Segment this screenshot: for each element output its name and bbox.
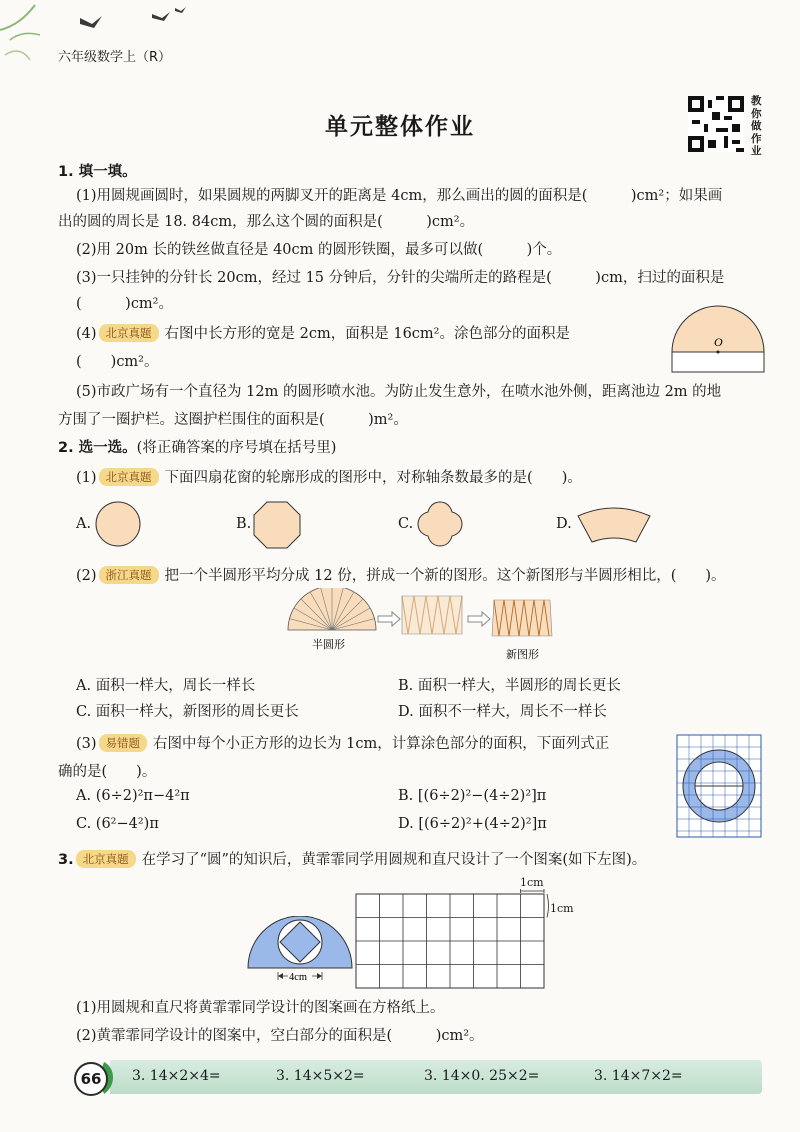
option-d-label: D. [556,516,572,532]
q1-line-9: 方围了一圈护栏。这圈护栏围住的面积是( )m²。 [58,412,408,428]
new-shape-label: 新图形 [506,648,539,661]
q1-line-3: (2)用 20m 长的铁丝做直径是 40cm 的圆形铁圈，最多可以做( )个。 [76,242,562,258]
center-label: O [714,335,723,349]
q2-p2 [76,564,726,585]
q1-l6-num: (4) [76,326,97,342]
grade-tag: 六年级数学上（R） [58,50,172,65]
badge-beijing: 北京真题 [99,324,159,342]
q2-p3-option-c: C. (6²−4²)π [76,816,159,832]
circle-window-shape [94,500,142,548]
q2-p1-text: 下面四扇花窗的轮廓形成的图形中，对称轴条数最多的是( )。 [164,470,582,486]
calc-4: 3. 14×7×2= [594,1068,683,1084]
q3-heading [58,848,646,869]
q1-line-8: (5)市政广场有一个直径为 12m 的圆形喷水池。为防止发生意外，在喷水池外侧，距离池边 2m 的地 [76,384,722,400]
q1-line-4: (3)一只挂钟的分针长 20cm，经过 15 分钟后，分针的尖端所走的路程是( )cm，扫过的面积是 [76,270,725,286]
q1-line-6 [76,322,570,343]
badge-beijing: 北京真题 [76,850,136,868]
option-a-label: A. [76,516,92,532]
q2-p3-option-a: A. (6÷2)²π−4²π [76,788,190,804]
page-title: 单元整体作业 [325,114,475,140]
arrow-right-icon [378,612,400,626]
q1-heading: 1. 填一填。 [58,164,137,180]
grid-circle-figure [674,732,764,840]
semicircle-rectangle-figure [668,304,768,374]
calc-1: 3. 14×2×4= [132,1068,221,1084]
qr-code-icon[interactable] [688,96,744,152]
badge-zhejiang: 浙江真题 [99,566,159,584]
badge-beijing: 北京真题 [99,468,159,486]
q1-line-1: (1)用圆规画圆时，如果圆规的两脚叉开的距离是 4cm，那么画出的圆的面积是( )cm²；如果画 [76,188,723,204]
q3-sub-2: (2)黄霏霏同学设计的图案中，空白部分的面积是( )cm²。 [76,1028,484,1044]
semi-label: 半圆形 [312,638,345,651]
q2-heading-note: (将正确答案的序号填在括号里) [136,440,337,456]
page-number: 66 [74,1062,108,1096]
badge-error-prone: 易错题 [99,734,148,752]
grid-paper[interactable] [355,888,550,990]
q2-p3-num: (3) [76,736,97,752]
q2-p3-option-d: D. [(6÷2)²+(4÷2)²]π [398,816,547,832]
q2-heading-text: 2. 选一选。 [58,440,137,456]
q1-l6-text: 右图中长方形的宽是 2cm，面积是 16cm²。涂色部分的面积是 [164,326,570,342]
q2-p3-option-b: B. [(6÷2)²−(4÷2)²]π [398,788,547,804]
dim-4cm-label: 4cm [289,972,308,982]
rearranged-strips [402,596,462,634]
sector-ring-window-shape [574,502,654,546]
q2-p3-line2: 确的是( )。 [58,764,157,780]
q2-p1-num: (1) [76,470,97,486]
design-pattern-figure [244,916,356,982]
new-shape-strips [492,600,552,636]
q1-line-7: ( )cm²。 [76,354,159,370]
octagon-window-shape [252,500,302,550]
q3-num: 3. [58,852,74,868]
q2-p2-option-d: D. 面积不一样大，周长不一样长 [398,704,607,720]
q2-p2-option-a: A. 面积一样大，周长一样长 [76,678,256,694]
q2-p2-option-b: B. 面积一样大，半圆形的周长更长 [398,678,621,694]
arrow-right-icon [468,612,490,626]
option-c-label: C. [398,516,414,532]
q2-p3-text: 右图中每个小正方形的边长为 1cm，计算涂色部分的面积，下面列式正 [153,736,610,752]
swallow-icon [80,16,102,28]
quatrefoil-window-shape [414,498,466,550]
qr-caption: 教你做作业 [751,95,762,157]
q1-line-2: 出的圆的周长是 18. 84cm，那么这个圆的面积是( )cm²。 [58,214,475,230]
q2-heading [58,436,336,457]
q2-p2-option-c: C. 面积一样大，新图形的周长更长 [76,704,299,720]
unit-right-label: 1cm [550,902,574,915]
calc-3: 3. 14×0. 25×2= [424,1068,540,1084]
q3-sub-1: (1)用圆规和直尺将黄霏霏同学设计的图案画在方格纸上。 [76,1000,445,1016]
q2-p3 [76,732,609,753]
q3-text: 在学习了“圆”的知识后，黄霏霏同学用圆规和直尺设计了一个图案(如下左图)。 [141,852,647,868]
q2-p2-num: (2) [76,568,97,584]
willow-decoration-icon [0,0,200,80]
q2-p2-text: 把一个半圆形平均分成 12 份，拼成一个新的图形。这个新图形与半圆形相比，( )。 [164,568,726,584]
semicircle-rearrange-figure [282,588,572,664]
calc-2: 3. 14×5×2= [276,1068,365,1084]
fan-semicircle [288,588,376,630]
unit-top-label: 1cm [520,876,544,889]
option-b-label: B. [236,516,252,532]
q2-p1 [76,466,582,487]
q1-line-5: ( )cm²。 [76,296,173,312]
